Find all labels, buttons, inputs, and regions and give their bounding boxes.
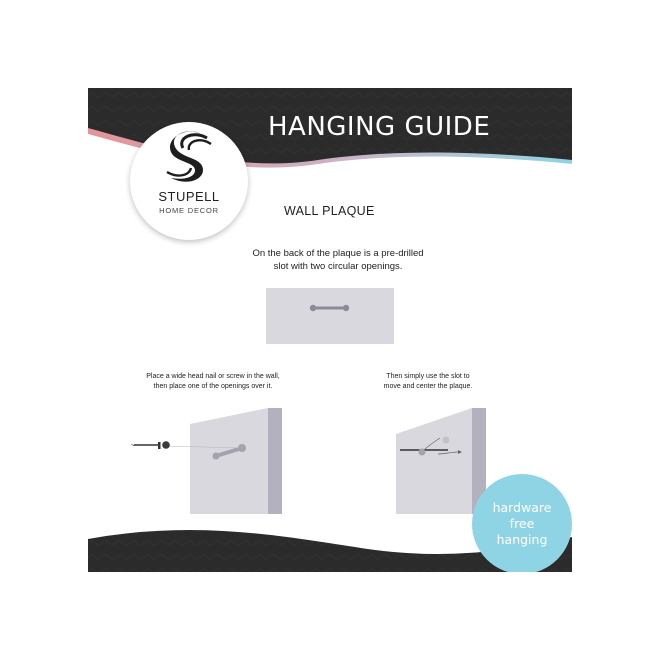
step-1-text [128, 372, 298, 392]
brand-name: STUPELL [158, 189, 220, 204]
swirl-s-icon [163, 128, 215, 186]
badge-line: free [509, 516, 535, 531]
step-line: then place one of the openings over it. [153, 383, 273, 390]
plaque-back-illustration [266, 288, 394, 344]
step-1-illustration [128, 404, 288, 514]
intro-line: On the back of the plaque is a pre-drilled [252, 248, 424, 259]
hardware-free-badge [472, 474, 572, 572]
step-line: Place a wide head nail or screw in the wall, [146, 373, 280, 380]
step-line: Then simply use the slot to [386, 373, 470, 380]
hanging-guide-card [88, 88, 572, 572]
page-title: HANGING GUIDE [268, 112, 491, 142]
brand-logo [130, 122, 248, 240]
brand-tagline: HOME DECOR [159, 206, 219, 215]
badge-line: hardware [492, 500, 552, 515]
step-2-text [353, 372, 503, 392]
product-type: WALL PLAQUE [284, 204, 375, 218]
intro-line: slot with two circular openings. [273, 260, 403, 272]
badge-line: hanging [496, 532, 548, 547]
step-line: move and center the plaque. [383, 383, 473, 390]
intro-text [218, 248, 458, 273]
